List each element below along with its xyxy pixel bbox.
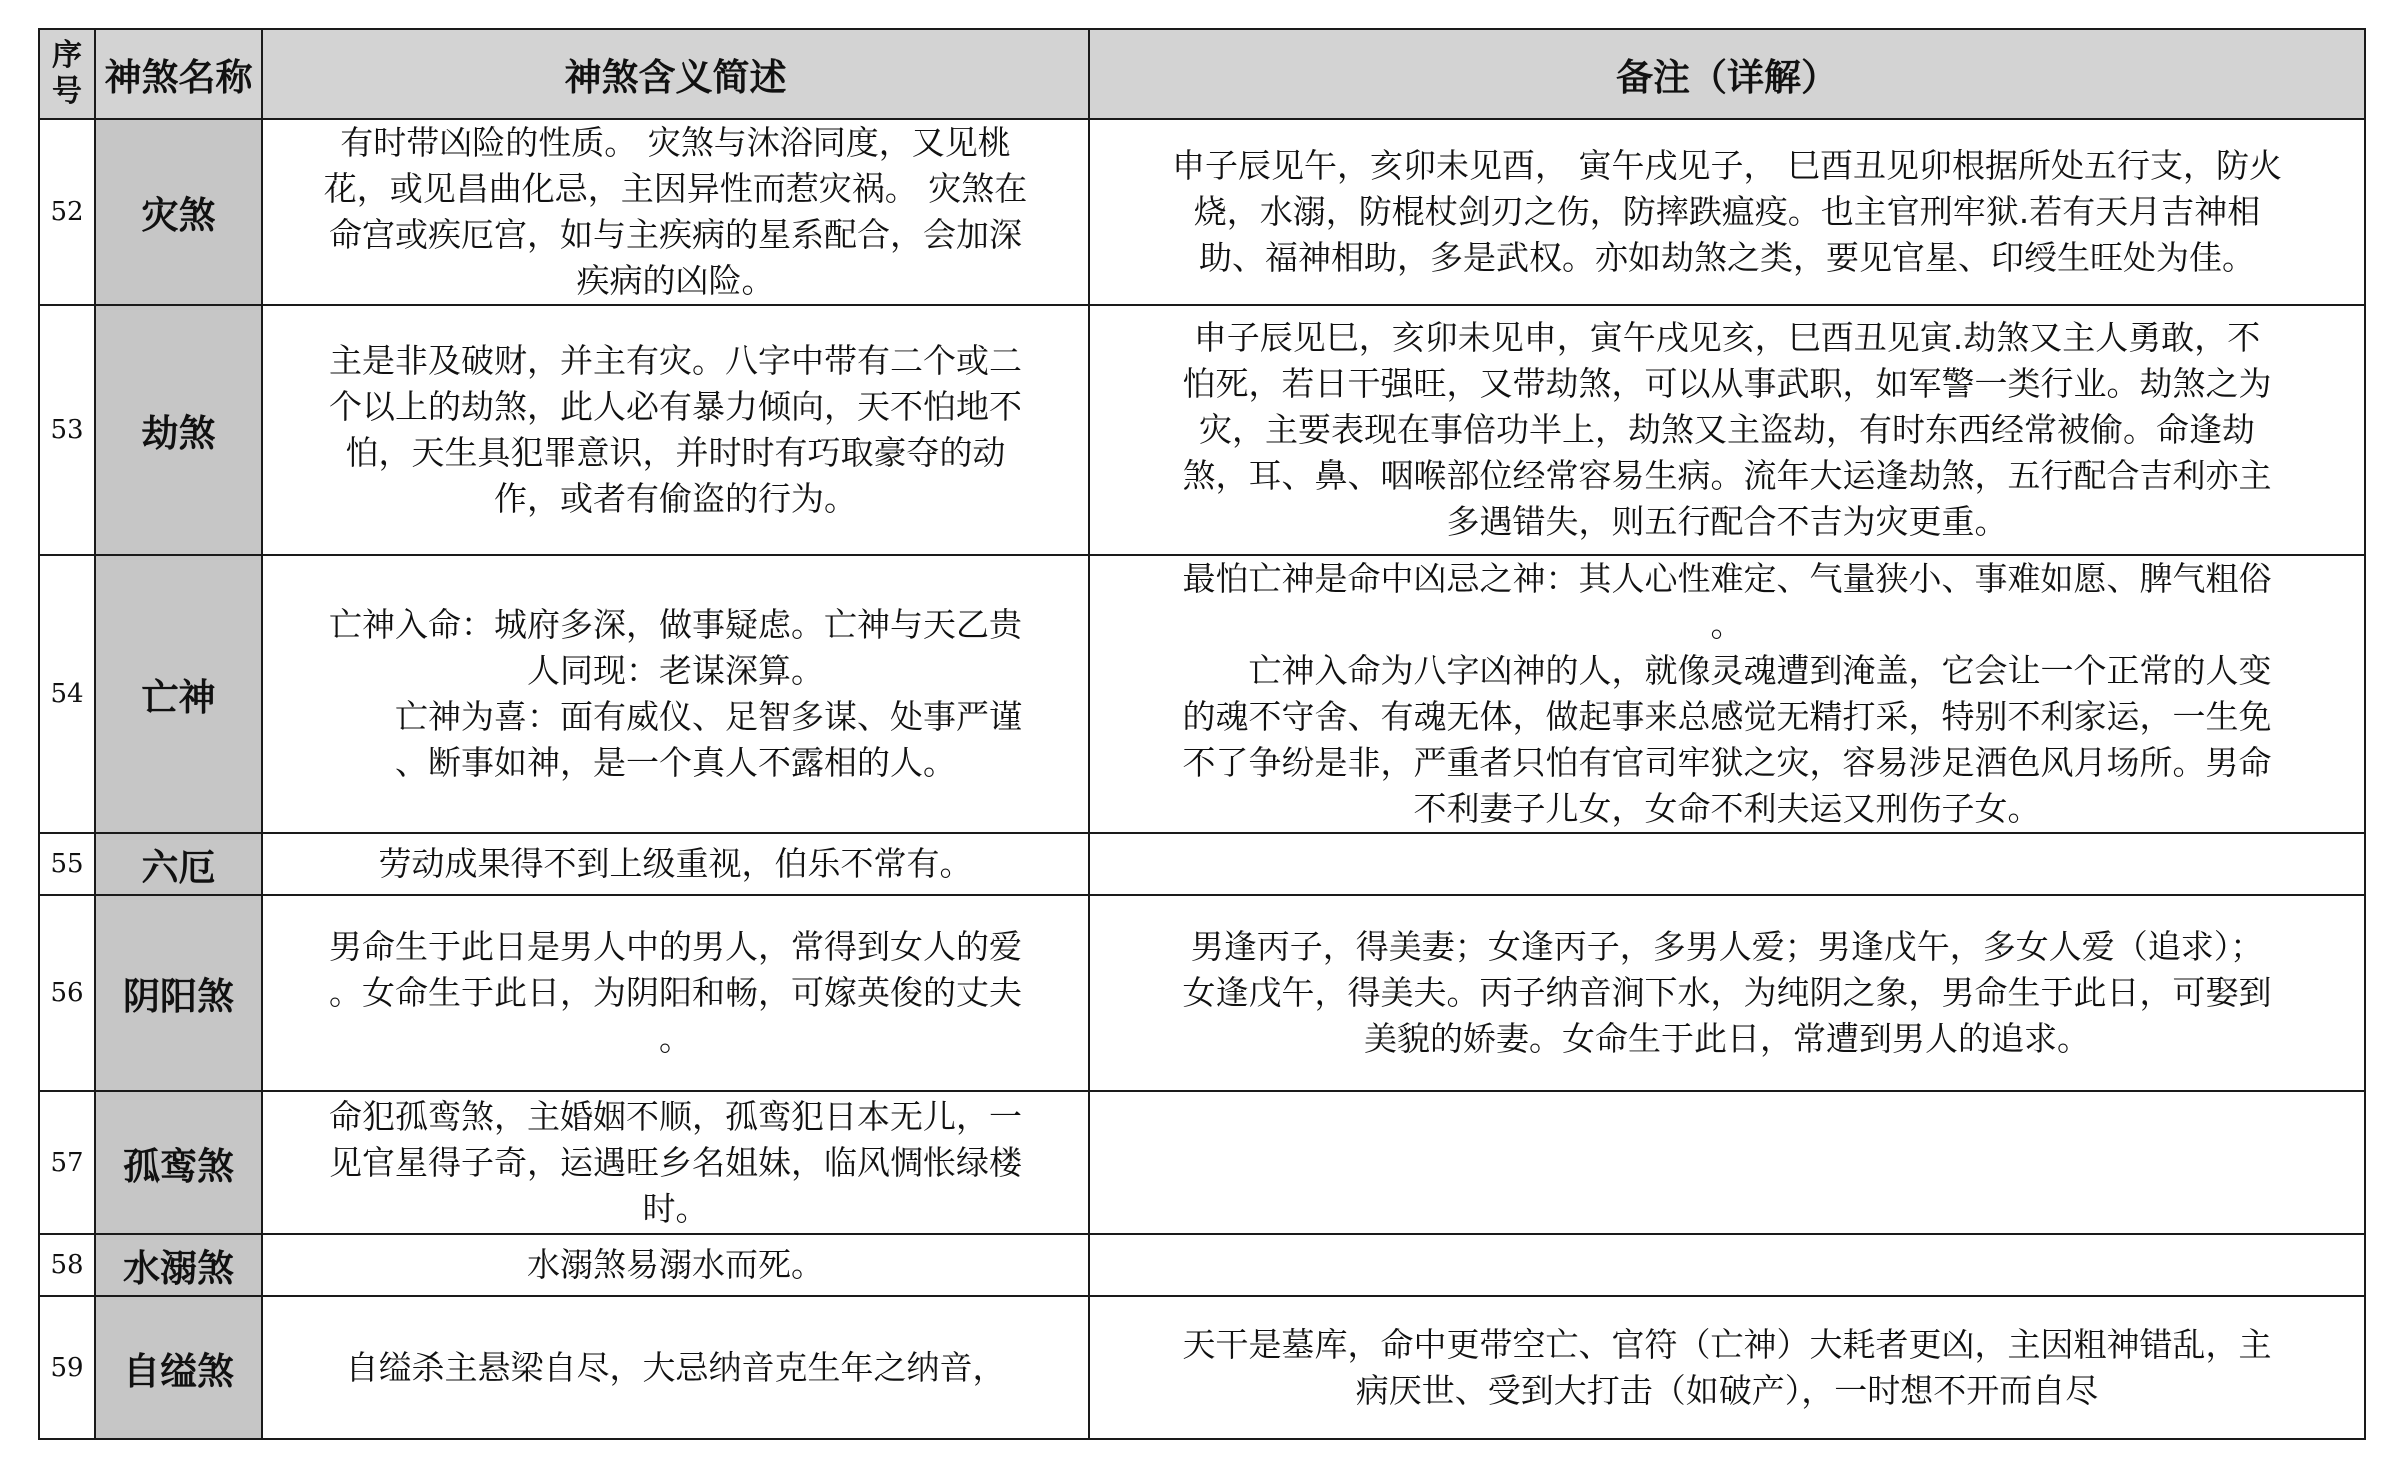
meaning-line: 命宫或疾厄宫，如与主疾病的星系配合，会加深 xyxy=(329,215,1022,254)
table-header-row xyxy=(39,29,2365,119)
meaning-line: 疾病的凶险。 xyxy=(576,261,775,300)
notes-line: 女逢戊午，得美夫。丙子纳音涧下水，为纯阴之象，男命生于此日，可娶到 xyxy=(1182,973,2272,1012)
row-name: 六厄 xyxy=(95,833,262,895)
row-meaning xyxy=(262,1091,1089,1234)
meaning-line: 。女命生于此日，为阴阳和畅，可嫁英俊的丈夫 xyxy=(329,973,1022,1012)
meaning-line: 作，或者有偷盗的行为。 xyxy=(494,479,857,518)
header-name: 神煞名称 xyxy=(95,29,262,119)
row-notes xyxy=(1089,305,2365,555)
meaning-line: 命犯孤鸾煞，主婚姻不顺，孤鸾犯日本无儿，一 xyxy=(329,1096,1022,1136)
row-name: 水溺煞 xyxy=(95,1234,262,1296)
row-meaning xyxy=(262,833,1089,895)
meaning-line: 个以上的劫煞，此人必有暴力倾向，天不怕地不 xyxy=(329,387,1022,426)
meaning-line: 人同现：老谋深算。 xyxy=(527,651,824,690)
notes-line: 多遇错失，则五行配合不吉为灾更重。 xyxy=(1446,502,2008,541)
notes-line: 美貌的娇妻。女命生于此日，常遭到男人的追求。 xyxy=(1364,1019,2090,1058)
row-notes xyxy=(1089,833,2365,895)
row-name: 自缢煞 xyxy=(95,1296,262,1439)
table-row xyxy=(39,305,2365,555)
row-name: 孤鸾煞 xyxy=(95,1091,262,1234)
row-num: 54 xyxy=(39,555,95,833)
table-row xyxy=(39,1296,2365,1439)
meaning-line: 亡神入命：城府多深，做事疑虑。亡神与天乙贵 xyxy=(329,605,1022,644)
row-num: 53 xyxy=(39,305,95,555)
meaning-line: 水溺煞易溺水而死。 xyxy=(527,1245,824,1284)
notes-line: 申子辰见午，亥卯未见酉， 寅午戌见子， 巳酉丑见卯根据所处五行支，防火 xyxy=(1172,146,2282,185)
notes-line: 烧，水溺，防棍杖剑刃之伤，防摔跌瘟疫。也主官刑牢狱.若有天月吉神相 xyxy=(1193,192,2261,231)
meaning-line: 劳动成果得不到上级重视，伯乐不常有。 xyxy=(378,844,973,883)
notes-line: 不了争纷是非，严重者只怕有官司牢狱之灾，容易涉足酒色风月场所。男命 xyxy=(1182,743,2272,782)
notes-line: 天干是墓库，命中更带空亡、官符（亡神）大耗者更凶，主因粗神错乱，主 xyxy=(1182,1324,2272,1364)
notes-line: 申子辰见巳，亥卯未见申，寅午戌见亥，巳酉丑见寅.劫煞又主人勇敢，不 xyxy=(1193,318,2261,357)
row-meaning xyxy=(262,305,1089,555)
header-num: 序号 xyxy=(39,29,95,119)
row-meaning xyxy=(262,1296,1089,1439)
meaning-line: 花，或见昌曲化忌，主因异性而惹灾祸。 灾煞在 xyxy=(323,169,1028,208)
table-row xyxy=(39,1091,2365,1234)
notes-line: 灾，主要表现在事倍功半上，劫煞又主盗劫，有时东西经常被偷。命逢劫 xyxy=(1199,410,2255,449)
row-meaning xyxy=(262,1234,1089,1296)
row-notes xyxy=(1089,1296,2365,1439)
table-row xyxy=(39,119,2365,305)
table-row xyxy=(39,555,2365,833)
notes-line: 亡神入命为八字凶神的人，就像灵魂遭到淹盖，它会让一个正常的人变 xyxy=(1182,651,2272,690)
shensha-table-sheet xyxy=(38,28,2364,1440)
row-notes xyxy=(1089,555,2365,833)
header-meaning: 神煞含义简述 xyxy=(262,29,1089,119)
table-row xyxy=(39,833,2365,895)
notes-line: 病厌世、受到大打击（如破产），一时想不开而自尽 xyxy=(1355,1370,2099,1410)
row-notes xyxy=(1089,1234,2365,1296)
notes-line: 。 xyxy=(1710,605,1744,644)
meaning-line: 时。 xyxy=(642,1188,709,1228)
row-meaning xyxy=(262,119,1089,305)
row-meaning xyxy=(262,895,1089,1091)
row-name: 劫煞 xyxy=(95,305,262,555)
meaning-line: 有时带凶险的性质。 灾煞与沐浴同度，又见桃 xyxy=(340,123,1011,162)
row-num: 55 xyxy=(39,833,95,895)
meaning-line: 亡神为喜：面有威仪、足智多谋、处事严谨 xyxy=(329,697,1022,736)
meaning-line: 男命生于此日是男人中的男人，常得到女人的爱 xyxy=(329,927,1022,966)
row-meaning xyxy=(262,555,1089,833)
row-name: 亡神 xyxy=(95,555,262,833)
notes-line: 最怕亡神是命中凶忌之神：其人心性难定、气量狭小、事难如愿、脾气粗俗 xyxy=(1182,559,2272,598)
row-num: 57 xyxy=(39,1091,95,1234)
notes-line: 煞，耳、鼻、咽喉部位经常容易生病。流年大运逢劫煞，五行配合吉利亦主 xyxy=(1182,456,2272,495)
header-notes: 备注（详解） xyxy=(1089,29,2365,119)
row-num: 52 xyxy=(39,119,95,305)
meaning-line: 、断事如神，是一个真人不露相的人。 xyxy=(395,743,956,782)
row-notes xyxy=(1089,895,2365,1091)
notes-line: 怕死，若日干强旺，又带劫煞，可以从事武职，如军警一类行业。劫煞之为 xyxy=(1182,364,2272,403)
row-notes xyxy=(1089,119,2365,305)
meaning-line: 怕，天生具犯罪意识，并时时有巧取豪夺的动 xyxy=(345,433,1006,472)
table-row xyxy=(39,1234,2365,1296)
shensha-table xyxy=(38,28,2366,1440)
notes-line: 的魂不守舍、有魂无体，做起事来总感觉无精打采，特别不利家运，一生免 xyxy=(1182,697,2272,736)
row-num: 56 xyxy=(39,895,95,1091)
meaning-line: 主是非及破财，并主有灾。八字中带有二个或二 xyxy=(329,341,1022,380)
row-num: 58 xyxy=(39,1234,95,1296)
row-name: 灾煞 xyxy=(95,119,262,305)
row-notes xyxy=(1089,1091,2365,1234)
notes-line: 不利妻子儿女，女命不利夫运又刑伤子女。 xyxy=(1413,789,2041,828)
meaning-line: 自缢杀主悬梁自尽，大忌纳音克生年之纳音， xyxy=(345,1347,1006,1387)
table-row xyxy=(39,895,2365,1091)
notes-line: 男逢丙子，得美妻；女逢丙子，多男人爱；男逢戊午，多女人爱（追求）； xyxy=(1190,927,2264,966)
meaning-line: 见官星得子奇，运遇旺乡名姐妹，临风惆怅绿楼 xyxy=(329,1142,1022,1182)
meaning-line: 。 xyxy=(659,1019,692,1058)
notes-line: 助、福神相助，多是武权。亦如劫煞之类，要见官星、印绶生旺处为佳。 xyxy=(1199,238,2255,277)
row-num: 59 xyxy=(39,1296,95,1439)
row-name: 阴阳煞 xyxy=(95,895,262,1091)
